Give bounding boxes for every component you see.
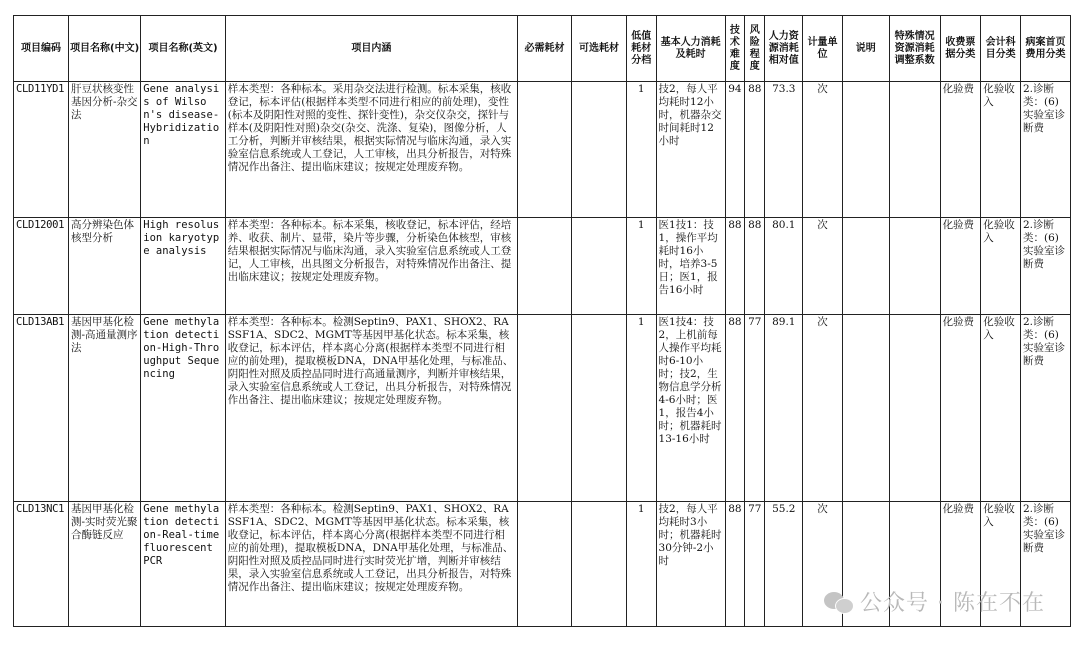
bill-category-cell: 化验费 [940, 315, 981, 502]
project-name-en-cell: Gene analysis of Wilson's disease-Hybridization [141, 82, 226, 218]
difficulty-cell: 88 [725, 315, 744, 502]
project-content-cell: 样本类型：各种标本。检测Septin9、PAX1、SHOX2、RASSF1A、SDC2、MGMT等基因甲基化状态。标本采集，核收登记，标本评估，样本离心分离(根据样本类型不同进行相应的前处理)，提取模板DNA，DNA甲基化处理，与标准品、阴阳性对照及质控品同时进行实时荧光扩增，判断并审核结果，录入实验室信息系统或人工登记，出具分析报告，对特殊情况作出备注、提出临床建议；按规定处理废弃物。 [225, 502, 517, 627]
risk-cell: 77 [745, 315, 765, 502]
project-content-cell: 样本类型：各种标本。标本采集，核收登记，标本评估，经培养、收获、制片、显带，染片等步骤，分析染色体核型，审核结果根据实际情况与临床沟通，录入实验室信息系统或人工登记，人工审核，出具图文分析报告，对特殊情况作出备注、提出临床建议；按规定处理废弃物。 [225, 218, 517, 315]
note-cell [842, 218, 889, 315]
project-name-cn-cell: 基因甲基化检测-高通量测序法 [68, 315, 140, 502]
low-value-tier-cell: 1 [627, 502, 657, 627]
watermark-text: 公众号 · 陈在不在 [860, 591, 1045, 616]
optional-consumables-cell [572, 82, 627, 218]
header-cell: 风险程度 [745, 16, 765, 82]
difficulty-cell: 94 [725, 82, 744, 218]
unit-cell: 次 [803, 82, 843, 218]
header-cell: 特殊情况资源消耗调整系数 [889, 16, 940, 82]
header-cell: 项目编码 [14, 16, 69, 82]
bill-category-cell: 化验费 [940, 218, 981, 315]
unit-cell: 次 [803, 218, 843, 315]
adjust-coef-cell [889, 315, 940, 502]
project-name-en-cell: Gene methylation detection-High-Throughput Sequencing [141, 315, 226, 502]
relative-value-cell: 55.2 [765, 502, 803, 627]
account-category-cell: 化验收入 [981, 502, 1021, 627]
header-cell: 项目名称(英文) [141, 16, 226, 82]
low-value-tier-cell: 1 [627, 82, 657, 218]
project-name-cn-cell: 基因甲基化检测-实时荧光聚合酶链反应 [68, 502, 140, 627]
risk-cell: 88 [745, 82, 765, 218]
wechat-icon [824, 590, 854, 614]
table-row [14, 218, 1071, 315]
header-cell: 病案首页费用分类 [1020, 16, 1070, 82]
record-category-cell: 2.诊断类：(6)实验室诊断费 [1020, 218, 1070, 315]
project-code-cell: CLD12001 [14, 218, 69, 315]
difficulty-cell: 88 [725, 502, 744, 627]
optional-consumables-cell [572, 502, 627, 627]
header-cell: 可选耗材 [572, 16, 627, 82]
adjust-coef-cell [889, 82, 940, 218]
header-cell: 人力资源消耗相对值 [765, 16, 803, 82]
account-category-cell: 化验收入 [981, 82, 1021, 218]
note-cell [842, 315, 889, 502]
project-content-cell: 样本类型：各种标本。检测Septin9、PAX1、SHOX2、RASSF1A、SDC2、MGMT等基因甲基化状态。标本采集，核收登记，标本评估，样本离心分离(根据样本类型不同进行相应的前处理)，提取模板DNA，DNA甲基化处理，与标准品、阴阳性对照及质控品同时进行高通量测序，判断并审核结果，录入实验室信息系统或人工登记，出具分析报告，对特殊情况作出备注、提出临床建议；按规定处理废弃物。 [225, 315, 517, 502]
relative-value-cell: 73.3 [765, 82, 803, 218]
account-category-cell: 化验收入 [981, 315, 1021, 502]
labor-cell: 医1技4：技2，上机前每人操作平均耗时6-10小时；技2，生物信息学分析4-6小时；医1，报告4小时；机器耗时13-16小时 [656, 315, 725, 502]
project-name-en-cell: High resolusion karyotype analysis [141, 218, 226, 315]
header-cell: 项目名称(中文) [68, 16, 140, 82]
account-category-cell: 化验收入 [981, 218, 1021, 315]
risk-cell: 88 [745, 218, 765, 315]
difficulty-cell: 88 [725, 218, 744, 315]
record-category-cell: 2.诊断类：(6)实验室诊断费 [1020, 315, 1070, 502]
watermark [824, 586, 1045, 617]
record-category-cell: 2.诊断类：(6)实验室诊断费 [1020, 82, 1070, 218]
relative-value-cell: 80.1 [765, 218, 803, 315]
labor-cell: 技2，每人平均耗时12小时，机器杂交时间耗时12小时 [656, 82, 725, 218]
required-consumables-cell [518, 82, 572, 218]
risk-cell: 77 [745, 502, 765, 627]
labor-cell: 技2，每人平均耗时3小时；机器耗时30分钟-2小时 [656, 502, 725, 627]
project-name-en-cell: Gene methylation detection-Real-time fluorescent PCR [141, 502, 226, 627]
relative-value-cell: 89.1 [765, 315, 803, 502]
optional-consumables-cell [572, 315, 627, 502]
adjust-coef-cell [889, 218, 940, 315]
fee-table [13, 15, 1071, 627]
optional-consumables-cell [572, 218, 627, 315]
header-row [14, 16, 1071, 82]
project-name-cn-cell: 高分辨染色体核型分析 [68, 218, 140, 315]
table-row [14, 315, 1071, 502]
project-code-cell: CLD13AB1 [14, 315, 69, 502]
header-cell: 技术难度 [725, 16, 744, 82]
project-content-cell: 样本类型：各种标本。采用杂交法进行检测。标本采集，核收登记，标本评估(根据样本类型不同进行相应的前处理)，变性(标本及阴阳性对照的变性、探针变性)，杂交仪杂交，探针与样本(及阴阳性对照)杂交(杂交、洗涤、复染)，图像分析，人工分析，判断并审核结果，根据实际情况与临床沟通，录入实验室信息系统或人工登记，人工审核，出具分析报告，对特殊情况作出备注、提出临床建议；按规定处理废弃物。 [225, 82, 517, 218]
header-cell: 会计科目分类 [981, 16, 1021, 82]
low-value-tier-cell: 1 [627, 315, 657, 502]
required-consumables-cell [518, 502, 572, 627]
unit-cell: 次 [803, 315, 843, 502]
bill-category-cell: 化验费 [940, 502, 981, 627]
labor-cell: 医1技1：技1，操作平均耗时16小时，培养3-5日；医1，报告16小时 [656, 218, 725, 315]
header-cell: 必需耗材 [518, 16, 572, 82]
required-consumables-cell [518, 218, 572, 315]
unit-cell: 次 [803, 502, 843, 627]
header-cell: 说明 [842, 16, 889, 82]
project-code-cell: CLD11YD1 [14, 82, 69, 218]
note-cell [842, 82, 889, 218]
record-category-cell: 2.诊断类：(6)实验室诊断费 [1020, 502, 1070, 627]
project-name-cn-cell: 肝豆状核变性基因分析-杂交法 [68, 82, 140, 218]
header-cell: 收费票据分类 [940, 16, 981, 82]
header-cell: 基本人力消耗及耗时 [656, 16, 725, 82]
bill-category-cell: 化验费 [940, 82, 981, 218]
low-value-tier-cell: 1 [627, 218, 657, 315]
required-consumables-cell [518, 315, 572, 502]
header-cell: 低值耗材分档 [627, 16, 657, 82]
header-cell: 项目内涵 [225, 16, 517, 82]
project-code-cell: CLD13NC1 [14, 502, 69, 627]
header-cell: 计量单位 [803, 16, 843, 82]
table-row [14, 82, 1071, 218]
